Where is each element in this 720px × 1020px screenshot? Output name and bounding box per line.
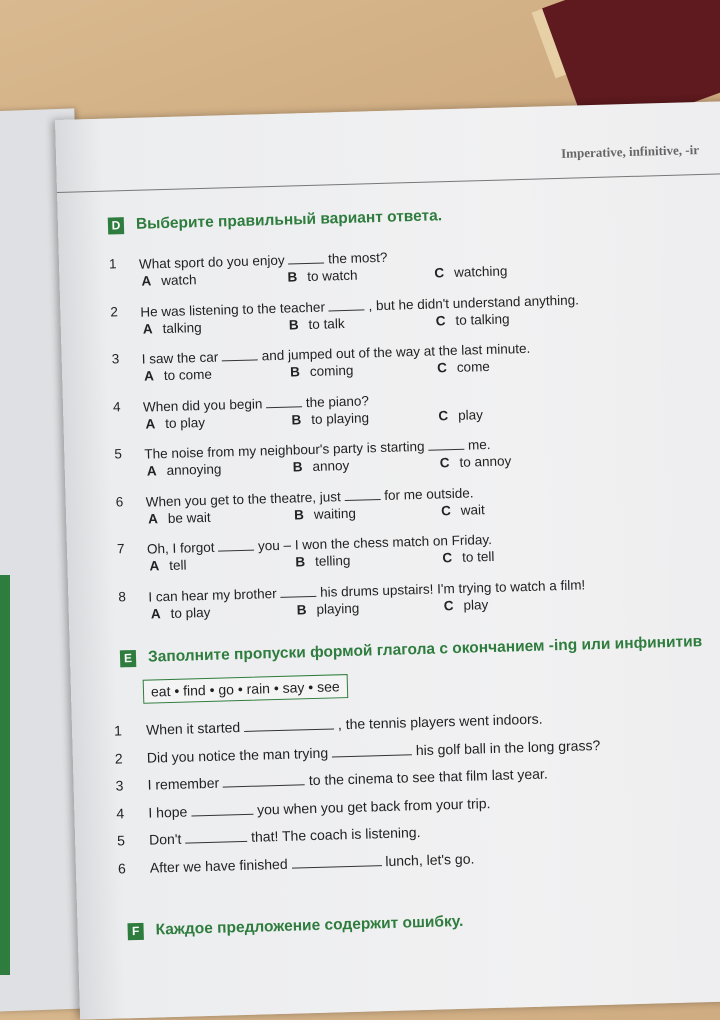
option-b[interactable] — [295, 553, 350, 570]
question-number: 8 — [118, 588, 127, 604]
option-letter: C — [440, 502, 452, 518]
question-text-before: When you get to the theatre, just — [145, 488, 341, 510]
fill-in-item — [115, 766, 548, 794]
option-text: to come — [163, 366, 213, 384]
option-text: be wait — [167, 509, 211, 526]
answer-blank[interactable] — [244, 716, 334, 732]
option-letter: B — [291, 411, 302, 428]
exercise-title: Заполните пропуски формой глагола с окончанием -ing или инфинитив — [147, 633, 703, 666]
header-rule — [57, 172, 720, 193]
question-text-before: When did you begin — [142, 395, 263, 415]
answer-blank — [328, 297, 364, 311]
running-head: Imperative, infinitive, -ir — [560, 142, 700, 161]
exercise-d-heading — [108, 207, 443, 234]
option-a[interactable] — [147, 461, 222, 478]
option-b[interactable] — [290, 363, 354, 380]
question-text — [147, 531, 492, 557]
option-b[interactable] — [293, 458, 350, 475]
option-b[interactable] — [294, 505, 356, 522]
item-text-after: , the tennis players went indoors. — [337, 710, 543, 733]
option-letter: A — [141, 273, 152, 289]
question-text-before: I can hear my brother — [148, 585, 277, 605]
option-letter: C — [438, 407, 449, 423]
option-text: play — [457, 406, 484, 423]
exercise-f-heading — [127, 913, 463, 940]
option-c[interactable] — [436, 311, 510, 328]
question-text-before: I saw the car — [141, 349, 219, 367]
answer-blank[interactable] — [223, 772, 305, 787]
option-a[interactable] — [148, 509, 211, 526]
option-letter: B — [293, 506, 305, 522]
item-number: 3 — [115, 777, 124, 794]
option-text: to play — [165, 414, 206, 431]
option-letter: B — [289, 364, 301, 380]
question-row — [116, 524, 720, 574]
option-text: to tell — [461, 548, 495, 565]
option-text: to annoy — [459, 453, 512, 470]
option-a[interactable] — [145, 414, 205, 431]
option-letter: A — [146, 463, 157, 479]
option-a[interactable] — [144, 367, 212, 384]
option-b[interactable] — [289, 315, 345, 332]
option-letter: B — [295, 554, 306, 570]
answer-blank — [266, 394, 302, 408]
option-a[interactable] — [151, 604, 211, 621]
question-text-after: his drums upstairs! I'm trying to watch a film! — [319, 576, 586, 600]
answer-blank — [218, 538, 254, 552]
exercise-title: Выберите правильный вариант ответа. — [135, 207, 443, 233]
option-text: annoy — [312, 457, 350, 474]
question-number: 2 — [110, 303, 119, 320]
item-text-after: lunch, let's go. — [385, 850, 475, 869]
question-row — [108, 239, 720, 289]
question-text-after: you – I won the chess match on Friday. — [257, 531, 493, 554]
option-text: telling — [314, 552, 351, 569]
option-letter: C — [436, 360, 448, 376]
option-letter: A — [147, 510, 159, 527]
option-letter: A — [150, 605, 161, 622]
question-row — [110, 287, 720, 337]
answer-blank — [428, 437, 464, 451]
exercise-letter-badge: E — [120, 649, 136, 666]
exercise-e-heading — [120, 633, 703, 667]
option-letter: C — [443, 597, 454, 613]
answer-blank — [280, 583, 316, 597]
fill-in-item — [117, 824, 421, 848]
option-text: to talking — [455, 310, 510, 328]
exercise-title: Каждое предложение содержит ошибку. — [155, 912, 464, 939]
item-text-before: When it started — [145, 719, 241, 738]
option-text: play — [463, 596, 489, 613]
item-text-before: Did you notice the man trying — [146, 744, 329, 766]
item-number: 6 — [117, 859, 126, 877]
option-b[interactable] — [297, 600, 360, 617]
question-row — [114, 429, 720, 479]
question-text-after: the piano? — [305, 392, 370, 410]
answer-blank — [344, 487, 380, 501]
question-text-before: What sport do you enjoy — [138, 252, 285, 272]
question-text-after: and jumped out of the way at the last minute. — [261, 340, 531, 364]
question-text-before: The noise from my neighbour's party is starting — [144, 438, 425, 462]
option-letter: A — [145, 415, 156, 432]
exercise-letter-badge: D — [108, 217, 124, 234]
item-number: 2 — [114, 749, 123, 767]
question-text — [145, 484, 473, 509]
option-letter: A — [149, 558, 160, 574]
option-text: to watch — [307, 267, 358, 285]
question-text-before: He was listening to the teacher — [140, 299, 326, 320]
option-letter: C — [439, 455, 450, 471]
question-text-after: me. — [467, 436, 491, 453]
answer-blank[interactable] — [191, 801, 253, 816]
item-text-after: to the cinema to see that film last year. — [308, 765, 548, 789]
item-text-before: Don't — [148, 830, 182, 848]
option-c[interactable] — [440, 453, 512, 470]
option-c[interactable] — [441, 502, 485, 518]
answer-blank[interactable] — [185, 829, 247, 844]
option-text: watch — [161, 272, 197, 289]
option-c[interactable] — [434, 263, 507, 280]
question-text-after: the most? — [327, 249, 388, 267]
item-number: 5 — [116, 832, 126, 849]
option-text: playing — [316, 600, 360, 617]
option-text: wait — [460, 501, 486, 518]
option-text: to talk — [308, 315, 345, 332]
textbook-page — [55, 99, 720, 1020]
option-c[interactable] — [437, 359, 490, 375]
question-row — [115, 477, 720, 527]
question-text-after: for me outside. — [384, 484, 474, 503]
question-text — [148, 576, 585, 604]
option-letter: B — [287, 269, 298, 285]
option-text: talking — [162, 319, 202, 336]
question-number: 7 — [116, 541, 125, 557]
option-letter: C — [435, 312, 446, 328]
exercise-letter-badge: F — [127, 922, 143, 939]
fill-in-item — [118, 850, 475, 876]
option-a[interactable] — [149, 558, 186, 574]
fill-in-item — [114, 711, 543, 739]
question-number: 6 — [115, 493, 124, 509]
item-number: 1 — [113, 722, 123, 739]
question-text — [140, 291, 579, 319]
word-box: eat • find • go • rain • say • see — [143, 674, 348, 704]
item-text-before: After we have finished — [149, 855, 288, 876]
item-text-before: I remember — [147, 774, 220, 793]
answer-blank[interactable] — [332, 742, 412, 757]
option-text: waiting — [313, 505, 357, 522]
option-text: coming — [309, 362, 354, 379]
option-a[interactable] — [141, 272, 196, 289]
option-text: to play — [170, 604, 211, 621]
answer-blank — [222, 347, 258, 361]
item-text-before: I hope — [148, 803, 188, 821]
option-letter: C — [434, 265, 445, 281]
question-text-after: , but he didn't understand anything. — [368, 291, 580, 313]
option-letter: B — [288, 316, 299, 333]
option-text: come — [456, 358, 491, 375]
option-c[interactable] — [442, 549, 494, 565]
question-number: 1 — [108, 256, 117, 272]
option-b[interactable] — [287, 268, 357, 285]
fill-in-item — [116, 795, 490, 821]
option-c[interactable] — [443, 597, 488, 613]
item-text-after: that! The coach is listening. — [250, 824, 421, 845]
question-row — [112, 382, 720, 432]
option-letter: A — [142, 320, 153, 337]
question-row — [118, 572, 720, 622]
answer-blank — [288, 251, 324, 265]
option-letter: B — [296, 601, 307, 617]
option-text: to playing — [310, 409, 370, 427]
answer-blank[interactable] — [291, 853, 381, 869]
option-b[interactable] — [291, 410, 369, 427]
item-text-after: his golf ball in the long grass? — [415, 736, 601, 758]
option-text: watching — [453, 263, 508, 280]
option-a[interactable] — [143, 319, 202, 336]
question-number: 5 — [114, 446, 123, 462]
item-text-after: you when you get back from your trip. — [256, 794, 491, 818]
option-text: tell — [169, 557, 187, 573]
question-number: 3 — [111, 351, 120, 367]
previous-page-green-strip — [0, 575, 10, 975]
question-number: 4 — [112, 398, 121, 414]
question-text-before: Oh, I forgot — [146, 539, 215, 557]
option-letter: C — [442, 550, 453, 566]
option-letter: B — [292, 459, 303, 475]
option-text: annoying — [166, 461, 222, 479]
option-c[interactable] — [438, 407, 483, 423]
fill-in-item — [115, 737, 601, 767]
question-row — [111, 334, 720, 384]
option-letter: A — [143, 368, 155, 384]
item-number: 4 — [116, 804, 125, 822]
